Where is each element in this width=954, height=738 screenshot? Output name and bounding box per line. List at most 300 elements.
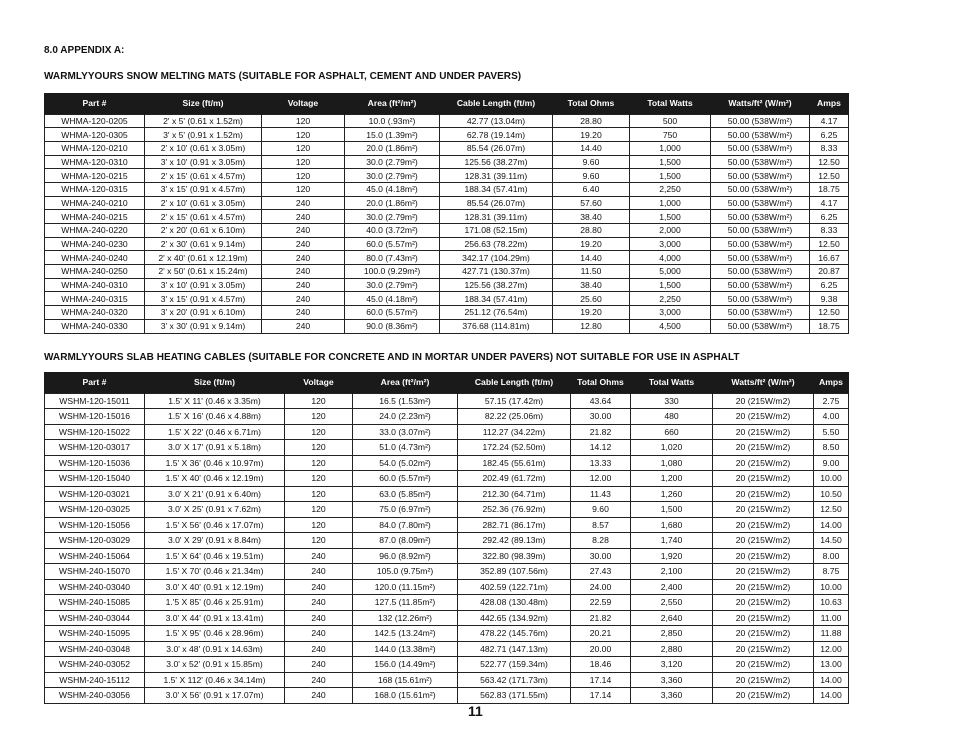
table-cell: 128.31 (39.11m) [440, 169, 553, 183]
table-cell: 256.63 (78.22m) [440, 237, 553, 251]
table-cell: 6.25 [810, 278, 849, 292]
table-cell: 96.0 (8.92m²) [353, 548, 458, 564]
table-cell: 402.59 (122.71m) [458, 579, 571, 595]
table-cell: 11.88 [814, 626, 849, 642]
table-cell: 120 [285, 424, 353, 440]
table-cell: 17.14 [571, 688, 631, 704]
table-cell: 84.0 (7.80m²) [353, 517, 458, 533]
table-cell: 12.50 [810, 155, 849, 169]
table-row [45, 564, 849, 580]
table-cell: 2.75 [814, 393, 849, 409]
column-header: Watts/ft² (W/m²) [711, 93, 810, 114]
table-row [45, 393, 849, 409]
table-cell: 63.0 (5.85m²) [353, 486, 458, 502]
table-cell: 8.00 [814, 548, 849, 564]
table-cell: WSHM-240-03052 [45, 657, 145, 673]
table-cell: 2,640 [631, 610, 713, 626]
table-cell: 1.5' X 36' (0.46 x 10.97m) [145, 455, 285, 471]
table-row [45, 169, 849, 183]
table-cell: 27.43 [571, 564, 631, 580]
table-cell: 3' x 30' (0.91 x 9.14m) [145, 319, 262, 333]
table-row [45, 533, 849, 549]
table-cell: WHMA-240-0310 [45, 278, 145, 292]
table-cell: 480 [631, 409, 713, 425]
table-cell: 1.5' X 70' (0.46 x 21.34m) [145, 564, 285, 580]
table-cell: 1,500 [630, 210, 711, 224]
table-cell: 168.0 (15.61m²) [353, 688, 458, 704]
table-cell: 144.0 (13.38m²) [353, 641, 458, 657]
table-cell: 5,000 [630, 265, 711, 279]
table-cell: 2,880 [631, 641, 713, 657]
table-cell: 5.50 [814, 424, 849, 440]
table-cell: 342.17 (104.29m) [440, 251, 553, 265]
table-cell: 120 [285, 440, 353, 456]
table-row [45, 610, 849, 626]
table-cell: 442.65 (134.92m) [458, 610, 571, 626]
table-cell: WSHM-240-15070 [45, 564, 145, 580]
table-cell: 2,250 [630, 292, 711, 306]
table-cell: WSHM-240-15112 [45, 672, 145, 688]
table-cell: 2,850 [631, 626, 713, 642]
table-cell: 2,100 [631, 564, 713, 580]
table-row [45, 292, 849, 306]
table-cell: 20.21 [571, 626, 631, 642]
table-cell: 120 [262, 155, 345, 169]
table-cell: 1,020 [631, 440, 713, 456]
table-cell: 3.0' X 44' (0.91 x 13.41m) [145, 610, 285, 626]
table-cell: 4.00 [814, 409, 849, 425]
table-cell: 14.40 [553, 141, 630, 155]
table-cell: 4,500 [630, 319, 711, 333]
table-cell: 112.27 (34.22m) [458, 424, 571, 440]
table-cell: 3.0' x 52' (0.91 x 15.85m) [145, 657, 285, 673]
table-cell: 120 [285, 486, 353, 502]
table-row [45, 409, 849, 425]
table-cell: 38.40 [553, 278, 630, 292]
table-cell: WSHM-120-03017 [45, 440, 145, 456]
table-row [45, 517, 849, 533]
table-cell: WHMA-120-0315 [45, 182, 145, 196]
table-cell: 3.0' X 25' (0.91 x 7.62m) [145, 502, 285, 518]
table-cell: 750 [630, 128, 711, 142]
table-cell: 85.54 (26.07m) [440, 196, 553, 210]
table-cell: 85.54 (26.07m) [440, 141, 553, 155]
table-cell: WHMA-240-0240 [45, 251, 145, 265]
table-cell: 2' x 40' (0.61 x 12.19m) [145, 251, 262, 265]
table-cell: 330 [631, 393, 713, 409]
table-cell: 1,500 [630, 278, 711, 292]
table-cell: 120 [262, 128, 345, 142]
table-cell: 2' x 5' (0.61 x 1.52m) [145, 114, 262, 128]
table-cell: 3.0' X 56' (0.91 x 17.07m) [145, 688, 285, 704]
column-header: Watts/ft² (W/m²) [713, 372, 814, 393]
table-cell: 30.00 [571, 548, 631, 564]
table-cell: 14.00 [814, 672, 849, 688]
table-cell: 20 (215W/m2) [713, 564, 814, 580]
table-cell: 500 [630, 114, 711, 128]
table-cell: 1.5' X 16' (0.46 x 4.88m) [145, 409, 285, 425]
table-row [45, 440, 849, 456]
table-cell: 54.0 (5.02m²) [353, 455, 458, 471]
table-row [45, 141, 849, 155]
table-cell: 478.22 (145.76m) [458, 626, 571, 642]
table-cell: 20 (215W/m2) [713, 688, 814, 704]
table-cell: 3,120 [631, 657, 713, 673]
table-cell: 240 [262, 196, 345, 210]
table-row [45, 595, 849, 611]
table-cell: WSHM-240-03040 [45, 579, 145, 595]
table-row [45, 688, 849, 704]
table-cell: 50.00 (538W/m²) [711, 251, 810, 265]
table-cell: WHMA-240-0250 [45, 265, 145, 279]
table-cell: 14.50 [814, 533, 849, 549]
column-header: Total Watts [631, 372, 713, 393]
table-cell: 18.46 [571, 657, 631, 673]
table-cell: 12.50 [810, 169, 849, 183]
table-cell: 2,000 [630, 224, 711, 238]
table-cell: 1,260 [631, 486, 713, 502]
table-cell: 50.00 (538W/m²) [711, 128, 810, 142]
table-cell: 482.71 (147.13m) [458, 641, 571, 657]
table-cell: 50.00 (538W/m²) [711, 265, 810, 279]
table-cell: 3,000 [630, 306, 711, 320]
table-cell: 8.75 [814, 564, 849, 580]
table-cell: WSHM-120-15011 [45, 393, 145, 409]
table-cell: 50.00 (538W/m²) [711, 182, 810, 196]
table-cell: WSHM-120-15036 [45, 455, 145, 471]
table-cell: 3' x 10' (0.91 x 3.05m) [145, 155, 262, 169]
table-cell: 9.60 [553, 169, 630, 183]
column-header: Total Watts [630, 93, 711, 114]
page-number: 11 [468, 703, 483, 719]
table-cell: 1,740 [631, 533, 713, 549]
table-cell: 240 [285, 688, 353, 704]
table-cell: 1,000 [630, 196, 711, 210]
table-cell: 2' x 30' (0.61 x 9.14m) [145, 237, 262, 251]
table-cell: WSHM-120-15040 [45, 471, 145, 487]
table-cell: 125.56 (38.27m) [440, 278, 553, 292]
table-cell: 172.24 (52.50m) [458, 440, 571, 456]
table-cell: 212.30 (64.71m) [458, 486, 571, 502]
table-cell: 20.0 (1.86m²) [345, 141, 440, 155]
table-cell: 20 (215W/m2) [713, 672, 814, 688]
table-cell: 17.14 [571, 672, 631, 688]
table-cell: 376.68 (114.81m) [440, 319, 553, 333]
table-cell: 3.0' X 40' (0.91 x 12.19m) [145, 579, 285, 595]
table-cell: 660 [631, 424, 713, 440]
table-cell: 132 (12.26m²) [353, 610, 458, 626]
table-cell: 2' x 15' (0.61 x 4.57m) [145, 169, 262, 183]
table-cell: 3.0' X 29' (0.91 x 8.84m) [145, 533, 285, 549]
table-cell: 292.42 (89.13m) [458, 533, 571, 549]
table-cell: 120 [285, 393, 353, 409]
table-cell: 28.80 [553, 224, 630, 238]
table-cell: 20 (215W/m2) [713, 440, 814, 456]
table-cell: 522.77 (159.34m) [458, 657, 571, 673]
table-cell: WSHM-120-15056 [45, 517, 145, 533]
table-cell: 80.0 (7.43m²) [345, 251, 440, 265]
table-cell: 1,680 [631, 517, 713, 533]
table-row [45, 237, 849, 251]
table-cell: WHMA-240-0220 [45, 224, 145, 238]
table-cell: 10.00 [814, 579, 849, 595]
table-cell: 14.00 [814, 688, 849, 704]
table-cell: 20 (215W/m2) [713, 610, 814, 626]
table-cell: 1.5' X 40' (0.46 x 12.19m) [145, 471, 285, 487]
table-cell: 3,360 [631, 688, 713, 704]
table-cell: 14.00 [814, 517, 849, 533]
table-cell: 120 [262, 114, 345, 128]
table-header-row [45, 93, 849, 114]
table-cell: 50.00 (538W/m²) [711, 306, 810, 320]
table-cell: 45.0 (4.18m²) [345, 182, 440, 196]
table-cell: WSHM-120-03029 [45, 533, 145, 549]
table-cell: 15.0 (1.39m²) [345, 128, 440, 142]
table-cell: 3' x 15' (0.91 x 4.57m) [145, 292, 262, 306]
table-cell: 25.60 [553, 292, 630, 306]
table-cell: 20 (215W/m2) [713, 409, 814, 425]
table-cell: 19.20 [553, 306, 630, 320]
table-cell: 50.00 (538W/m²) [711, 210, 810, 224]
column-header: Total Ohms [553, 93, 630, 114]
table-cell: WSHM-120-15016 [45, 409, 145, 425]
mats-section-title: WARMLYYOURS SNOW MELTING MATS (SUITABLE FOR ASPHALT, CEMENT AND UNDER PAVERS) [44, 71, 522, 82]
table-cell: 1,000 [630, 141, 711, 155]
column-header: Total Ohms [571, 372, 631, 393]
table-cell: 9.60 [553, 155, 630, 169]
table-cell: 1,200 [631, 471, 713, 487]
table-cell: 251.12 (76.54m) [440, 306, 553, 320]
table-cell: 11.43 [571, 486, 631, 502]
table-cell: 12.50 [814, 502, 849, 518]
table-row [45, 251, 849, 265]
table-cell: 563.42 (171.73m) [458, 672, 571, 688]
column-header: Cable Length (ft/m) [440, 93, 553, 114]
table-cell: 120 [285, 533, 353, 549]
table-cell: 120 [262, 141, 345, 155]
table-cell: 240 [262, 319, 345, 333]
table-cell: 1.5' X 56' (0.46 x 17.07m) [145, 517, 285, 533]
table-cell: 11.50 [553, 265, 630, 279]
column-header: Cable Length (ft/m) [458, 372, 571, 393]
table-row [45, 306, 849, 320]
table-cell: 240 [262, 210, 345, 224]
table-cell: 168 (15.61m²) [353, 672, 458, 688]
table-row [45, 278, 849, 292]
table-cell: 13.00 [814, 657, 849, 673]
table-cell: 20 (215W/m2) [713, 579, 814, 595]
column-header: Amps [810, 93, 849, 114]
appendix-heading: 8.0 APPENDIX A: [44, 45, 125, 56]
table-row [45, 548, 849, 564]
table-cell: 8.33 [810, 224, 849, 238]
table-cell: 50.00 (538W/m²) [711, 196, 810, 210]
table-cell: 105.0 (9.75m²) [353, 564, 458, 580]
table-row [45, 224, 849, 238]
table-cell: 20 (215W/m2) [713, 641, 814, 657]
table-cell: 1.5' X 112' (0.46 x 34.14m) [145, 672, 285, 688]
table-cell: 428.08 (130.48m) [458, 595, 571, 611]
table-cell: 20 (215W/m2) [713, 393, 814, 409]
table-cell: 240 [262, 292, 345, 306]
table-cell: 120 [285, 517, 353, 533]
table-cell: 1.'5 X 85' (0.46 x 25.91m) [145, 595, 285, 611]
table-row [45, 265, 849, 279]
table-cell: 9.60 [571, 502, 631, 518]
table-cell: 4.17 [810, 114, 849, 128]
table-cell: 10.0 (.93m²) [345, 114, 440, 128]
table-cell: 18.75 [810, 182, 849, 196]
table-cell: 240 [262, 251, 345, 265]
table-cell: 1,500 [630, 155, 711, 169]
table-cell: 120 [285, 409, 353, 425]
table-cell: 240 [285, 626, 353, 642]
table-cell: 10.00 [814, 471, 849, 487]
table-cell: WHMA-120-0210 [45, 141, 145, 155]
table-cell: 3.0' X 17' (0.91 x 5.18m) [145, 440, 285, 456]
column-header: Voltage [285, 372, 353, 393]
table-cell: 1,080 [631, 455, 713, 471]
table-cell: 3' x 10' (0.91 x 3.05m) [145, 278, 262, 292]
table-cell: 4,000 [630, 251, 711, 265]
table-cell: 125.56 (38.27m) [440, 155, 553, 169]
table-cell: 14.40 [553, 251, 630, 265]
table-cell: 30.00 [571, 409, 631, 425]
table-cell: 240 [285, 564, 353, 580]
table-cell: 1,500 [631, 502, 713, 518]
column-header: Amps [814, 372, 849, 393]
table-cell: 28.80 [553, 114, 630, 128]
table-cell: 8.28 [571, 533, 631, 549]
column-header: Area (ft²/m²) [345, 93, 440, 114]
table-cell: 8.50 [814, 440, 849, 456]
table-cell: 62.78 (19.14m) [440, 128, 553, 142]
table-row [45, 626, 849, 642]
table-row [45, 502, 849, 518]
table-row [45, 114, 849, 128]
table-cell: 120 [285, 455, 353, 471]
table-row [45, 657, 849, 673]
table-cell: 12.50 [810, 306, 849, 320]
table-cell: 12.50 [810, 237, 849, 251]
table-cell: 60.0 (5.57m²) [345, 237, 440, 251]
table-cell: 120 [262, 169, 345, 183]
table-cell: 30.0 (2.79m²) [345, 278, 440, 292]
table-cell: WHMA-240-0230 [45, 237, 145, 251]
table-cell: 30.0 (2.79m²) [345, 210, 440, 224]
table-cell: 57.60 [553, 196, 630, 210]
table-row [45, 641, 849, 657]
table-cell: WSHM-240-03044 [45, 610, 145, 626]
table-cell: 1,500 [630, 169, 711, 183]
table-row [45, 579, 849, 595]
table-cell: 21.82 [571, 424, 631, 440]
table-cell: 8.33 [810, 141, 849, 155]
table-cell: 50.00 (538W/m²) [711, 155, 810, 169]
table-cell: 171.08 (52.15m) [440, 224, 553, 238]
table-cell: 13.33 [571, 455, 631, 471]
table-cell: 3,360 [631, 672, 713, 688]
table-cell: 8.57 [571, 517, 631, 533]
table-cell: WHMA-240-0315 [45, 292, 145, 306]
table-cell: 20 (215W/m2) [713, 548, 814, 564]
table-cell: 3.0' X 21' (0.91 x 6.40m) [145, 486, 285, 502]
table-cell: 100.0 (9.29m²) [345, 265, 440, 279]
table-cell: 3,000 [630, 237, 711, 251]
table-cell: 43.64 [571, 393, 631, 409]
table-cell: 6.25 [810, 210, 849, 224]
table-cell: WHMA-120-0310 [45, 155, 145, 169]
table-cell: 240 [285, 595, 353, 611]
table-cell: 252.36 (76.92m) [458, 502, 571, 518]
table-cell: WHMA-240-0210 [45, 196, 145, 210]
table-row [45, 210, 849, 224]
table-cell: 18.75 [810, 319, 849, 333]
table-cell: 2' x 10' (0.61 x 3.05m) [145, 196, 262, 210]
table-cell: 240 [285, 548, 353, 564]
table-row [45, 471, 849, 487]
table-cell: 20.00 [571, 641, 631, 657]
table-cell: WSHM-120-03021 [45, 486, 145, 502]
table-row [45, 424, 849, 440]
table-row [45, 155, 849, 169]
table-cell: 6.25 [810, 128, 849, 142]
table-cell: 57.15 (17.42m) [458, 393, 571, 409]
table-cell: WHMA-120-0205 [45, 114, 145, 128]
table-cell: 240 [285, 672, 353, 688]
table-cell: WSHM-120-03025 [45, 502, 145, 518]
table-row [45, 672, 849, 688]
table-cell: 1.5' X 22' (0.46 x 6.71m) [145, 424, 285, 440]
table-cell: 51.0 (4.73m²) [353, 440, 458, 456]
table-cell: WHMA-120-0215 [45, 169, 145, 183]
table-cell: 20 (215W/m2) [713, 657, 814, 673]
table-cell: 240 [285, 610, 353, 626]
table-cell: 120 [262, 182, 345, 196]
table-cell: 1,920 [631, 548, 713, 564]
table-cell: 20 (215W/m2) [713, 595, 814, 611]
table-header-row [45, 372, 849, 393]
table-cell: 240 [262, 278, 345, 292]
table-cell: 50.00 (538W/m²) [711, 278, 810, 292]
table-cell: WSHM-240-15095 [45, 626, 145, 642]
table-cell: 19.20 [553, 237, 630, 251]
table-cell: 82.22 (25.06m) [458, 409, 571, 425]
table-cell: 120 [285, 502, 353, 518]
table-cell: 12.00 [571, 471, 631, 487]
table-cell: WSHM-240-03056 [45, 688, 145, 704]
table-cell: 50.00 (538W/m²) [711, 224, 810, 238]
table-cell: 16.67 [810, 251, 849, 265]
snow-melting-mats-table [44, 93, 849, 334]
table-cell: 21.82 [571, 610, 631, 626]
table-cell: 4.17 [810, 196, 849, 210]
table-cell: 16.5 (1.53m²) [353, 393, 458, 409]
table-row [45, 182, 849, 196]
table-cell: 240 [285, 641, 353, 657]
table-cell: 562.83 (171.55m) [458, 688, 571, 704]
table-cell: WHMA-240-0320 [45, 306, 145, 320]
table-cell: 33.0 (3.07m²) [353, 424, 458, 440]
table-cell: 20 (215W/m2) [713, 471, 814, 487]
table-cell: WHMA-120-0305 [45, 128, 145, 142]
table-cell: 3.0' x 48' (0.91 x 14.63m) [145, 641, 285, 657]
table-cell: 2' x 20' (0.61 x 6.10m) [145, 224, 262, 238]
table-cell: 240 [285, 657, 353, 673]
table-cell: 40.0 (3.72m²) [345, 224, 440, 238]
table-cell: 9.00 [814, 455, 849, 471]
table-cell: 156.0 (14.49m²) [353, 657, 458, 673]
